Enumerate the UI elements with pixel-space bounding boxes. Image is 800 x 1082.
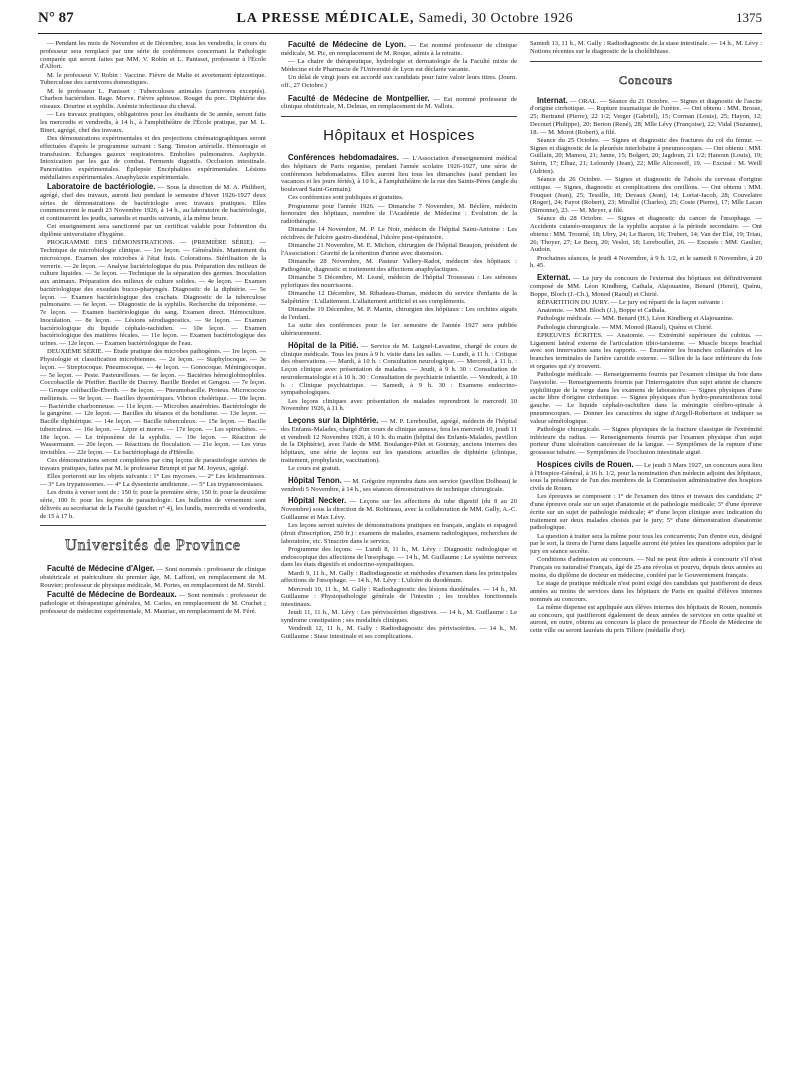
paragraph: La question à traiter sera la même pour tous les concurrents; l'un d'entre eux, désigné par le sort, la tirera de l'urne dans laquelle auront été jetées les questions adoptées par le jury en séance secrète. bbox=[530, 532, 762, 555]
paragraph: — Est nommé professeur de clinique médicale, M. Pic, en remplacement de M. Roque, admis à la retraite. bbox=[281, 42, 517, 57]
tenon-section bbox=[281, 476, 517, 494]
paragraph: Elles porteront sur les objets suivants : 1° Les mycoses. — 2° Les leishmanioses. — 3° Les trypanosomes. — 4° La dysenterie amibienne. — 5° Les trypanosomiases. bbox=[40, 473, 266, 488]
divider bbox=[530, 61, 762, 62]
paragraph: Dimanche 28 Novembre, M. Pasteur Vallery-Radot, médecin des hôpitaux : Pathogénie, diagnostic et traitement des affections anaphylactiques. bbox=[281, 258, 517, 273]
paragraph: — Leçons sur les affections du tube digestif (du 8 au 20 Novembre) sous la direction de M. Robineau, avec la collaboration de MM. Gally, A.-C. Guillaume et Max Lévy. bbox=[281, 498, 517, 521]
paragraph: Pathologie chirurgicale. — Signes physiques de la fracture classique de l'extrémité inférieure du radius. — Renseignements fournis par l'examen physique d'un sujet porteur d'une ulcération cancéreuse de la langue. — Symptômes de la rupture d'une grossesse tubaire. — Symptômes de l'occlusion intestinale aiguë. bbox=[530, 425, 762, 456]
paragraph: ÉPREUVES ÉCRITES. — Anatomie. — Extrémité supérieure du cubitus. — Ligament latéral externe de l'articulation tibio-tarsienne. — Muscle biceps brachial avec son innervation sans les rapports. — Énumérer les branches collatérales et les branches terminales de l'artère carotide externe. — Sillon de la face inférieure du foie et organes qui s'y trouvent. bbox=[530, 331, 762, 370]
paragraph: Les épreuves se composent : 1° de l'examen des titres et travaux des candidats; 2° d'une épreuve orale sur un sujet d'anatomie et de pathologie médicale; 3° d'une épreuve écrite sur un sujet de pathologie médicale; 4° d'une leçon clinique avec indication du traitement sur deux malades choisis par le jury; 5° d'une démonstration d'anatomie pathologique. bbox=[530, 493, 762, 532]
internat-section bbox=[530, 96, 762, 137]
paragraph: Pathologie médicale. — MM. Benard (H.), Léon Kindberg et Alajouanine. bbox=[537, 315, 734, 323]
page-header bbox=[38, 10, 762, 34]
paragraph: La même dispense est appliquée aux élèves internes des hôpitaux de Rouen, nommés au concours, qui justifieront également de deux années de services en cette qualité et auront, en outre, obtenu au concours la place de prosecteur de l'École de Médecine de cette ville ou seront lauréats du prix Tillore (médaille d'or). bbox=[530, 603, 762, 634]
paragraph: — Sont nommés : professeur de clinique obstétricale et puériculture du premier âge, M. Laffont, en remplacement de M. Rouvier; professeur de physique médicale, M. Portes, en remplacement de M. Strohl. bbox=[40, 566, 266, 589]
paragraph: Samedi 13, 11 h., M. Gally : Radiodiagnostic de la stase intestinale. — 14 h., M. Lévy : Notions récentes sur le diagnostic de la cholélithiase. bbox=[530, 40, 762, 55]
paragraph: Un délai de vingt jours est accordé aux candidats pour faire valoir leurs titres. (Journ. off., 27 Octobre.) bbox=[281, 74, 517, 89]
paragraph: — Les travaux pratiques, obligatoires pour les étudiants de 3e année, seront faits les mercredis et vendredis, à 14 h., à l'amphithéâtre de l'École pratique, par M. L. Binet, agrégé, chef des travaux. bbox=[40, 111, 266, 134]
issue-number: N° 87 bbox=[38, 10, 74, 26]
column-right bbox=[530, 40, 762, 1080]
paragraph: Séance du 25 Octobre. — Signes et diagnostic des fractures du col du fémur. — Signes et diagnostic de la pleurésie interlobaire à pneumocoques. — Ont obtenu : MM. Guillain, 20; Mamou, 21; Janne, 15; Bolgert, 20; Jagdoun, 21 1/2; Hanoun (Louis), 19; Stérin, 17; Elbaz, 21; Lelourdy (Jean), 22; Mlle Alicossoff, 19. — Excusé : M. Weill (Adrien). bbox=[530, 136, 762, 175]
paragraph: Conditions d'admission au concours. — Nul ne peut être admis à concourir s'il n'est Français ou naturalisé Français, âgé de 25 ans révolus et pourvu, depuis deux années au moins, du diplôme de docteur en médecine, conféré par le Gouvernement français. bbox=[530, 556, 762, 579]
column-middle bbox=[281, 40, 517, 1080]
lyon-section bbox=[281, 40, 517, 58]
paragraph: Cet enseignement sera sanctionné par un certificat valable pour l'obtention du diplôme universitaire d'hygiène. bbox=[40, 223, 266, 238]
paragraph: — Le jury du concours de l'externat des hôpitaux est définitivement composé de MM. Léon Kindberg, Cathala, Alajouanine, Benard (Henri), Quénu, Boppe, Bloch (J.-Ch.), Monod (Raoul) et Chirié. bbox=[530, 275, 762, 298]
paragraph: Le cours est gratuit. bbox=[288, 465, 341, 472]
section-title: Conférences hebdomadaires. bbox=[288, 153, 399, 162]
divider bbox=[40, 525, 266, 526]
hopitaux-heading: Hôpitaux et Hospices bbox=[323, 127, 475, 144]
paragraph: Programme pour l'année 1926. — Dimanche 7 Novembre, M. Béclère, médecin honoraire des hôpitaux, membre de l'Académie de Médecine : Évolution de la radiothérapie. bbox=[281, 202, 517, 225]
paragraph: La suite des conférences pour le 1er semestre de l'année 1927 sera publiée ultérieurement. bbox=[281, 322, 517, 337]
paragraph: Jeudi 11, 11 h., M. Lévy : Les périviscérites digestives. — 14 h., M. Guillaume : Le syndrome constipation ; ses modalités cliniques. bbox=[281, 609, 517, 624]
paragraph: Ces démonstrations seront complétées par cinq leçons de parasitologie suivies de travaux pratiques, faites par M. le professeur Brumpt et par M. Joyeux, agrégé. bbox=[40, 457, 266, 472]
paragraph: — Service de M. Laignel-Lavastine, chargé de cours de clinique médicale. Tous les jours à 9 h. visite dans les salles. — Lundi, à 11 h. : Critique des observations. — Mardi, à 10 h. : Consultation neurologique. — Mercredi, à 11 h. : Leçon clinique avec présentation de malades. — Jeudi, à 9 h. 30 : Consultation de neurodermatologie et à 10 h. 30 : Consultation de psychiatrie infantile. — Vendredi, à 10 h. : Clinique psychiatrique. — Samedi, à 9 h. 30 : Examens endocrino-sympathologiques. bbox=[281, 342, 517, 397]
paragraph: Pathologie chirurgicale. — MM. Monod (Raoul), Quénu et Chirié. bbox=[537, 323, 713, 331]
paragraph: Des démonstrations expérimentales et des projections cinématographiques seront effectuées d'après le programme suivant : Sang. Tension artérielle. Hémorragie et transfusion. Échanges gazeux respiratoires. Embolies pulmonaires. Asphyxie. Intoxication par les gaz de combat. Ferments digestifs. Occlusion intestinale. Pancréatites expérimentales. Épilepsie Encéphalites expérimentales. Lésions médullaires expérimentales. Anaphylaxie expérimentale. bbox=[40, 135, 266, 181]
bordeaux-section bbox=[40, 590, 266, 615]
paragraph: Dimanche 5 Décembre, M. Lesné, médecin de l'hôpital Trousseau : Les sténoses pyloriques des nourrissons. bbox=[281, 274, 517, 289]
alger-section bbox=[40, 564, 266, 589]
divider bbox=[281, 116, 517, 117]
diphterie-section bbox=[281, 416, 517, 465]
paragraph: Mardi 9, 11 h., M. Gally : Radiodiagnostic et méthodes d'examen dans les principales affections de l'œsophage. — 14 h., M. Lévy : L'ulcère du duodénum. bbox=[281, 569, 517, 585]
section-title: Leçons sur la Diphtérie. bbox=[288, 416, 379, 425]
paragraph: Séance du 26 Octobre. — Signes et diagnostic de l'abcès du cerveau d'origine otitique. — Signes, diagnostic et complications des oreillons. — Ont obtenu : MM. Fouquet (Jean), 25; Tessille, 18; Devaux (Jean), 14; Lortat-Jacob, 28; Couvelaire (Roger), 24; Fayot (Robert), 23; Mirallié (Charles), 25; Coste (Pierre), 17; Mlle Lacan (Simonne), 23. — M. Meyer, a filé. bbox=[530, 176, 762, 214]
paragraph: Séance du 28 Octobre. — Signes et diagnostic du cancer de l'œsophage. — Accidents cutanéo-muqueux de la syphilis acquise à la période secondaire. — Ont obtenu : MM. Troumé, 18; Ubry, 24; Le Baron, 16; Trubert, 14; Van der Elst, 19; Triau, 26; Thoyer, 27; Le Becq, 20; Veslot, 18; Lereboullet, 26. — Excusés : MM. Gaulier, Audoin. bbox=[530, 215, 762, 254]
paragraph: — Sous la direction de M. A. Philibert, agrégé, chef des travaux, auront lieu pendant le semestre d'hiver 1926-1927 deux séries de démonstrations de bactériologie avec travaux pratiques. Elles commenceront le mardi 23 Novembre 1926, à 14 h., au laboratoire de bactériologie, et continueront les jeudis, samedis et mardis suivants, à la même heure. bbox=[40, 184, 266, 222]
issue-date: Samedi, 30 Octobre 1926 bbox=[418, 11, 574, 26]
paragraph: PROGRAMME DES DÉMONSTRATIONS. — (PREMIÈRE SÉRIE). — Technique de microbiologie clinique. — 1re leçon. — Généralités. Maniement du microscope. Examen des microbes à l'état frais. Colorations. Stérilisation de la verrerie. — 2e leçon. — Analyse bactériologique du pus. Préparation des milieux de culture liquides. — 3e leçon. — Technique de la séparation des germes. Inoculation aux animaux. Préparation des milieux de culture solides. — 4e leçon. — Examen bactériologique des exsudats bucco-pharyngés. Diagnostic de la diphtérie. — 5e leçon. — Examen bactériologique des crachats. Diagnostic de la tuberculose pulmonaire. — 6e leçon. — Diagnostic de la syphilis. Recherche du tréponème. — 7e leçon. — Examen bactériologique du sang. Examen direct. Hémoculture. Inoculation. — 8e leçon. — Lésions sérodiagnostics. — 9e leçon. — Examen bactériologique du liquide céphalo-rachidien. — 10e leçon. — Examen bactériologique des matières fécales. — 11e leçon. — Examen bactériologique des urines. — 12e leçon. — Examen bactériologique de l'eau. bbox=[40, 239, 266, 347]
section-title: Hôpital Necker. bbox=[288, 496, 347, 506]
section-title: Hôpital Tenon. bbox=[288, 475, 342, 485]
externat-section bbox=[530, 273, 762, 298]
paragraph: — M. P. Lereboullet, agrégé, médecin de l'hôpital des Enfants-Malades, chargé d'un cours de clinique annexe, fera les mercredi 10, jeudi 11 et vendredi 12 Novembre 1926, à 10 h. du matin (hôpital des Enfants-Malades, pavillon de la Diphtérie), avec l'aide de MM. Boulanger-Pilet et Gournay, anciens internes des hôpitaux, une série de leçons sur les questions actuelles de diphtérie (clinique, traitement, prophylaxie, vaccination). bbox=[281, 418, 517, 464]
paragraph: Pathologie médicale. — Renseignements fournis par l'examen clinique du foie dans l'asystolie. — Renseignements fournis par l'interrogatoire d'un sujet atteint de chancre syphilitique de la verge dans les examens de laboratoire. — Signes physiques d'une ascite libre d'origine cirrhotique. — Signes physiques d'un hydro-pneumothorax total gauche. — Le liquide céphalo-rachidien dans la méningite cérébro-spinale à pneumocoques. — Donner les caractères du signe d'Argyll-Robertson et indiquer sa valeur séméiologique. bbox=[530, 371, 762, 425]
paragraph: Les leçons cliniques avec présentation de malades reprendront le mercredi 10 Novembre 1926, à 11 h. bbox=[281, 397, 517, 413]
paragraph: M. le professeur V. Robin : Vaccine. Fièvre de Malte et avortement épizootique. Tuberculose des carnivores domestiques. bbox=[40, 71, 266, 87]
paragraph: Vendredi 12, 11 h., M. Gally : Radiodiagnostic des périviscérites. — 14 h., M. Guillaume : Stase intestinale et ses complications. bbox=[281, 625, 517, 640]
paragraph: RÉPARTITION DU JURY. — Le jury est réparti de la façon suivante : bbox=[537, 298, 724, 306]
section-title: Laboratoire de bactériologie. bbox=[47, 182, 156, 191]
journal-title bbox=[236, 11, 573, 27]
page-number: 1375 bbox=[736, 10, 762, 25]
paragraph: Programme des leçons. — Lundi 8, 11 h., M. Lévy : Diagnostic radiologique et endoscopique des affections de l'œsophage. — 14 h., M. Guillaume : Le système nerveux dans les états digestifs et endocrino-sympathiques. bbox=[281, 545, 517, 569]
paragraph: — Pendant les mois de Novembre et de Décembre, tous les vendredis, le cours du professeur sera remplacé par une série de conférences concernant la Pathologie comparée qui seront faites par MM. V. Robin et L. Panisset, professeur à l'École d'Alfort. bbox=[40, 40, 266, 71]
paragraph: — Le jeudi 3 Mars 1927, un concours aura lieu à l'Hospice-Général, à 16 h. 1/2, pour la nomination d'un médecin adjoint des hôpitaux, sous la présidence de l'un des membres de la Commission administrative des hospices civils de Rouen. bbox=[530, 461, 762, 492]
section-title: Faculté de Médecine de Montpellier. bbox=[288, 93, 430, 103]
paragraph: — M. Grégoire reprendra dans son service (pavillon Dolbeau) le vendredi 5 Novembre, à 14 h., ses séances démonstratives de technique chirurgicale. bbox=[281, 477, 517, 493]
journal-name: LA PRESSE MÉDICALE, bbox=[236, 11, 415, 26]
pitie-section bbox=[281, 341, 517, 397]
necker-section bbox=[281, 496, 517, 521]
montpellier-section bbox=[281, 94, 517, 112]
column-left bbox=[40, 40, 266, 1080]
universites-heading: Universités de Province bbox=[65, 537, 241, 555]
section-title: Hospices civils de Rouen. bbox=[537, 459, 634, 469]
paragraph: — ORAL. — Séance du 21 Octobre. — Signes et diagnostic de l'ascite d'origine cirrhotique. — Rupture traumatique de l'urètre. — Ont obtenu : MM. Brosse, 25; Bertrand (Pierre), 22 1/2; Verger (Gabriel), 15; Corman (Louis), 25; Hayon, 12; Decourt (Philippe), 20; Berton (René), 28; Mlle Lévy (Françoise), 22; Vidal (Suzanne), 18. — M. Morot (Robert), a filé. bbox=[530, 97, 762, 136]
section-title: Externat. bbox=[537, 273, 571, 282]
paragraph: — La chaire de thérapeutique, hydrologie et dermatologie de la Faculté mixte de Médecine et de Pharmacie de l'Université de Lyon est déclarée vacante. bbox=[281, 58, 517, 73]
section-title: Faculté de Médecine de Bordeaux. bbox=[47, 590, 177, 599]
paragraph: — Sont nommés : professeur de pathologie et thérapeutique générales, M. Carles, en remplacement de M. Cruchet ; professeur de médecine expérimentale, M. Mauriac, en remplacement de M. Féré. bbox=[40, 592, 266, 615]
paragraph: Mercredi 10, 11 h., M. Gally : Radiodiagnostic des lésions duodénales. — 14 h., M. Guillaume : Physiopathologie générale de l'intestin ; les troubles fonctionnels intestinaux. bbox=[281, 585, 517, 608]
rouen-section bbox=[530, 460, 762, 493]
paragraph: Le stage de pratique médicale n'est point exigé des candidats qui justifieront de deux années au moins de services dans les hôpitaux de Paris en qualité d'élèves internes nommés au concours. bbox=[530, 580, 762, 603]
concours-heading: Concours bbox=[619, 72, 673, 87]
section-title: Faculté de Médecine d'Alger. bbox=[47, 564, 155, 574]
bacterio-section bbox=[40, 182, 266, 223]
section-title: Internat. bbox=[537, 95, 568, 105]
section-title: Hôpital de la Pitié. bbox=[288, 340, 359, 350]
paragraph: Dimanche 12 Décembre, M. Ribadeau-Dumas, médecin du service d'enfants de la Salpêtrière : L'allaitement. L'allaitement artificiel et ses compléments. bbox=[281, 290, 517, 305]
paragraph: Les leçons seront suivies de démonstrations pratiques en français, anglais et espagnol (droit d'inscription, 250 fr.) : examens de malades, examens radiologiques, recherches de laboratoire, etc. S'inscrire dans le service. bbox=[281, 522, 517, 545]
paragraph: Les droits à verser sont de : 150 fr. pour la première série, 150 fr. pour la deuxième série, 100 fr. pour les leçons de parasitologie. Les bulletins de versement sont délivrés au secrétariat de la Faculté (guichet n° 4), les lundis, mercredis et vendredis, de 15 à 17 h. bbox=[40, 489, 266, 520]
paragraph: — Est nommé professeur de clinique obstétricale, M. Delmas, en remplacement de M. Vallois. bbox=[281, 95, 517, 111]
paragraph: Anatomie. — MM. Bloch (J.), Boppe et Cathala. bbox=[537, 307, 666, 314]
paragraph: — L'Association d'enseignement médical des hôpitaux de Paris organise, pendant l'année scolaire 1926-1927, une série de conférences hebdomadaires. Elles auront lieu tous les dimanches (sauf pendant les vacances et les jours fériés), à 10 h., à l'amphithéâtre de la rue des Saints-Pères (angle du boulevard Saint-Germain). bbox=[281, 155, 517, 193]
section-title: Faculté de Médecine de Lyon. bbox=[288, 40, 406, 49]
paragraph: Dimanche 14 Novembre, M. P. Le Noir, médecin de l'hôpital Saint-Antoine : Les récidives de l'ulcère gastro-duodénal, l'ulcère post-opératoire. bbox=[281, 226, 517, 241]
paragraph: Ces conférences sont publiques et gratuites. bbox=[288, 194, 404, 202]
paragraph: DEUXIÈME SÉRIE. — Étude pratique des microbes pathogènes. — 1re leçon. — Physiologie et classification microbiennes. — 2e leçon. — Staphylocoque. — 3e leçon. — Streptocoque. Pneumocoque. — 4e leçon. — Gonocoque. Méningocoque. — 5e leçon. — Peste. Pasteurelloses. — 6e leçon. — Bactéries hémoglobinophiles. Coccobacille de Pfeiffer. Bacille de Ducrey. Bacille Bordet et Gengou. — 7e leçon. — Groupe colibacille-Eberth. — 8e leçon. — Pneumobacille. Proteus. Micrococcus melitensis. — 9e leçon. — Bacilles dysentériques. Vibrion cholérique. — 10e leçon. — Bactéridie charbonneuse. — 11e leçon. — Microbes anaérobies. Bactériologie de la gangrène. — 12e leçon. — Bacilles du tétanos et du botulisme. — 13e leçon. — Bacille diphtérique. — 14e leçon. — Bacille tuberculeux. — 15e leçon. — Bacille tuberculeux. — 16e leçon. — Lèpre et morve. — 17e leçon. — Les spirochètes. — 18e leçon. — Le tréponème de la syphilis. — 19e leçon. — Réaction de Wassermann. — 20e leçon. — Réactions de floculation. — 21e leçon. — Les virus invisibles. — 22e leçon. — Le bactériophage de d'Hérelle. bbox=[40, 348, 266, 456]
conferences-section bbox=[281, 153, 517, 194]
paragraph: Dimanche 19 Décembre, M. P. Martin, chirurgien des hôpitaux : Les orchites aiguës de l'enfant. bbox=[281, 306, 517, 321]
paragraph: Prochaines séances, le jeudi 4 Novembre, à 9 h. 1/2, et le samedi 6 Novembre, à 20 h. 45. bbox=[530, 254, 762, 270]
paragraph: Dimanche 21 Novembre, M. E. Michon, chirurgien de l'hôpital Beaujon, président de l'Association : Gravité de la rétention d'urine avec distension. bbox=[281, 242, 517, 257]
paragraph: M. le professeur L. Panisset : Tuberculoses animales (carnivores exceptés). Charbon bactéridien. Rage. Morve. Fièvre aphteuse. Rouget du porc. Diphtérie des oiseaux. Dourine et syphilis. Anémie infectieuse du cheval. bbox=[40, 87, 266, 110]
